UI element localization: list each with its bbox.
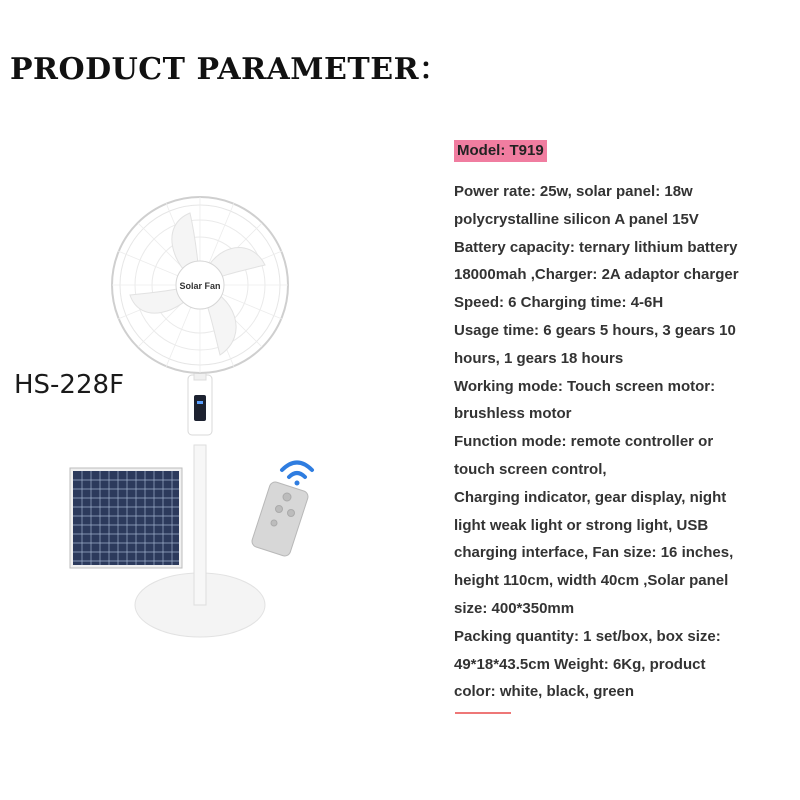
spec-line: Working mode: Touch screen motor:: [454, 377, 716, 395]
spec-list: [454, 178, 794, 706]
spec-line: Speed: 6 Charging time: 4-6H: [454, 294, 664, 312]
spec-line: Power rate: 25w, solar panel: 18w: [454, 183, 693, 200]
spec-line: Usage time: 6 gears 5 hours, 3 gears 10: [454, 321, 736, 339]
fan-touch-display: [194, 395, 206, 421]
spec-line: charging interface, Fan size: 16 inches,: [454, 544, 734, 562]
solar-panel: [70, 468, 182, 568]
spec-line: light weak light or strong light, USB: [454, 516, 709, 534]
spec-line: 49*18*43.5cm Weight: 6Kg, product: [454, 655, 706, 673]
spec-line: brushless motor: [454, 405, 572, 423]
spec-panel: [454, 140, 794, 706]
spec-line: Function mode: remote controller or: [454, 433, 714, 451]
fan-brand-label: Solar Fan: [179, 281, 221, 291]
spec-line: hours, 1 gears 18 hours: [454, 349, 624, 367]
product-image: [60, 195, 360, 645]
spec-line: height 110cm, width 40cm ,Solar panel: [454, 572, 729, 590]
spec-line: Battery capacity: ternary lithium battery: [454, 238, 738, 256]
fan-pole: [194, 445, 206, 605]
fan-head: [112, 197, 288, 373]
spec-line: color: white, black, green: [454, 683, 635, 701]
spec-line: size: 400*350mm: [454, 599, 575, 617]
spec-line: Packing quantity: 1 set/box, box size:: [454, 627, 721, 645]
wireless-signal-icon: [282, 463, 312, 486]
spec-line: 18000mah ,Charger: 2A adaptor charger: [454, 266, 739, 284]
spec-line: touch screen control,: [454, 460, 607, 478]
spec-line: Charging indicator, gear display, night: [454, 488, 727, 506]
model-badge: Model: T919: [454, 140, 547, 162]
product-code-label: HS-228F: [14, 370, 125, 400]
spec-line: polycrystalline silicon A panel 15V: [454, 210, 699, 228]
remote-control: [250, 480, 309, 557]
accent-divider: [455, 712, 511, 714]
page-heading: PRODUCT PARAMETER：: [10, 52, 450, 87]
